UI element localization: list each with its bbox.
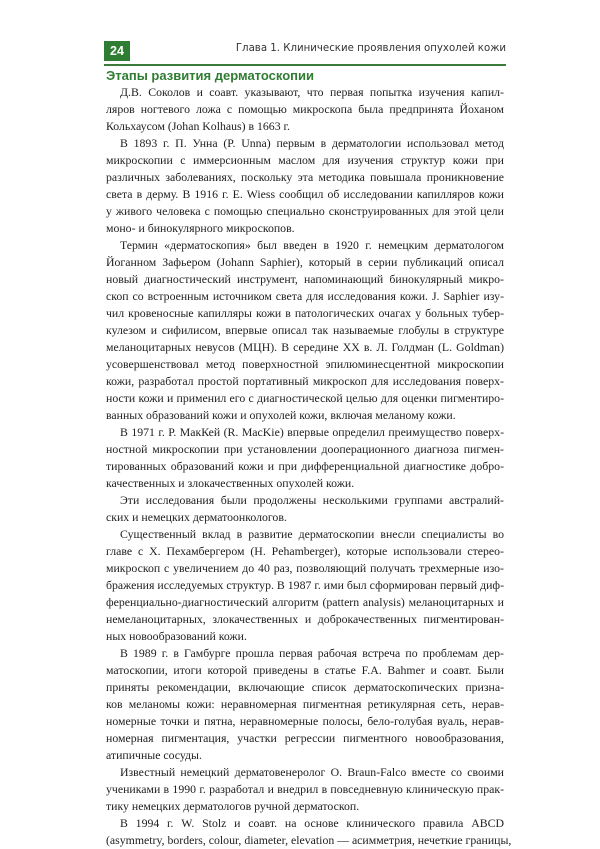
text-line: моно- и бинокулярного микроскопов.: [106, 221, 295, 235]
paragraph: [106, 135, 504, 237]
section-title: Этапы развития дерматоскопии: [106, 68, 314, 83]
page-header: [104, 40, 506, 66]
paragraph: [106, 492, 504, 526]
text-line: ференциально-диагностический алгоритм (pattern analysis) меланоцитарных и: [106, 595, 504, 609]
text-line: В 1994 г. W. Stolz и соавт. на основе клинического правила ABCD: [120, 816, 504, 830]
text-line: Эти исследования были продолжены несколькими группами австралий-: [120, 493, 504, 507]
text-line: матоскопии, итоги которой приведены в статье F.A. Bahmer и соавт. Были: [106, 663, 504, 677]
text-line: (asymmetry, borders, colour, diameter, elevation — асимметрия, нечеткие границы,: [106, 833, 512, 847]
text-line: ских и немецких дерматоонкологов.: [106, 510, 287, 524]
text-line: микроскоп с увеличением до 40 раз, позволяющий получать трехмерные изо-: [106, 561, 504, 575]
text-line: различных заболеваниях, поскольку эта методика повышала проникновение: [106, 170, 504, 184]
text-line: номерная пигментация, участки регрессии пигментного новообразования,: [106, 731, 504, 745]
text-line: усовершенствовал метод поверхностной эпилюминесцентной микроскопии: [106, 357, 504, 371]
paragraph: [106, 237, 504, 424]
text-line: номерные точки и пятна, неравномерные полосы, бело-голубая вуаль, нерав-: [106, 714, 504, 728]
paragraph: [106, 815, 512, 849]
page-number: 24: [104, 41, 130, 61]
text-line: кожи, разработал простой портативный микроскоп для исследования поверх-: [106, 374, 504, 388]
text-line: ности кожи и применил его с диагностической целью для оценки пигментиро-: [106, 391, 504, 405]
text-line: учениками в 1990 г. разработал и внедрил в повседневную клиническую прак-: [106, 782, 504, 796]
paragraph: [106, 645, 504, 764]
text-line: Термин «дерматоскопия» был введен в 1920 г. немецким дерматологом: [120, 238, 504, 252]
text-line: Кольхаусом (Johan Kolhaus) в 1663 г.: [106, 119, 291, 133]
text-line: ностной микроскопии при установлении дооперационного диагноза пигмен-: [106, 442, 504, 456]
paragraph: [106, 424, 504, 492]
text-line: качественных и злокачественных опухолей кожи.: [106, 476, 355, 490]
text-line: Д.В. Соколов и соавт. указывают, что первая попытка изучения капил-: [120, 85, 504, 99]
text-line: кулезом и сифилисом, впервые описал так называемые глобулы в структуре: [106, 323, 504, 337]
body-text: [106, 84, 512, 849]
text-line: у живого человека с помощью специально сконструированных для этой цели: [106, 204, 504, 218]
text-line: Йоганном Зафьером (Johann Saphier), который в серии публикаций описал: [106, 255, 504, 269]
text-line: атипичные сосуды.: [106, 748, 202, 762]
text-line: ляров ногтевого ложа с помощью микроскопа была предпринята Йоханом: [106, 102, 504, 116]
text-line: В 1989 г. в Гамбурге прошла первая рабочая встреча по проблемам дер-: [120, 646, 504, 660]
text-line: тированных образований кожи и при дифференциальной диагностике добро-: [106, 459, 504, 473]
text-line: В 1893 г. П. Унна (P. Unna) первым в дерматологии использовал метод: [120, 136, 504, 150]
text-line: бражения исследуемых структур. В 1987 г. ими был сформирован первый диф-: [106, 578, 504, 592]
text-line: микроскопии с иммерсионным маслом для изучения структур кожи при: [106, 153, 504, 167]
text-line: тику немецких дерматологов ручной дерматоскоп.: [106, 799, 360, 813]
text-line: В 1971 г. Р. МакКей (R. MacKie) впервые определил преимущество поверх-: [120, 425, 504, 439]
text-line: чил кровеносные капилляры кожи в патологических очагах у больных тубер-: [106, 306, 504, 320]
text-line: света в дерму. В 1916 г. E. Wiess сообщил об исследовании капилляров кожи: [106, 187, 504, 201]
paragraph: [106, 526, 504, 645]
text-line: новый диагностический инструмент, напоминающий бинокулярный микро-: [106, 272, 504, 286]
running-head: Глава 1. Клинические проявления опухолей кожи: [235, 43, 506, 54]
text-line: скоп со встроенным источником света для исследования кожи. J. Saphier изу-: [106, 289, 504, 303]
text-line: ков меланомы кожи: неравномерная пигментная ретикулярная сеть, нерав-: [106, 697, 504, 711]
text-line: меланоцитарных невусов (МЦН). В середине XX в. Л. Голдман (L. Goldman): [106, 340, 504, 354]
paragraph: [106, 764, 504, 815]
paragraph: [106, 84, 504, 135]
text-line: главе с Х. Пехамбергером (H. Pehamberger), которые использовали стерео-: [106, 544, 504, 558]
text-line: Известный немецкий дерматовенеролог O. Braun-Falco вместе со своими: [120, 765, 504, 779]
text-line: приняты рекомендации, включающие список дерматоскопических призна-: [106, 680, 504, 694]
text-line: немеланоцитарных, злокачественных и доброкачественных пигментирован-: [106, 612, 504, 626]
text-line: Существенный вклад в развитие дерматоскопии внесли специалисты во: [120, 527, 504, 541]
text-line: ных новообразований кожи.: [106, 629, 247, 643]
text-line: ванных образований кожи и опухолей кожи, включая меланому кожи.: [106, 408, 456, 422]
